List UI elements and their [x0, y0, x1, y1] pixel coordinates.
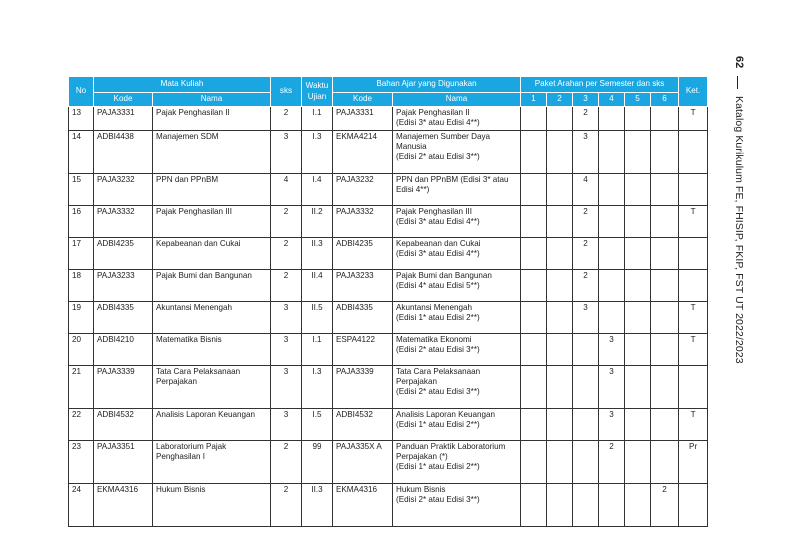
cell-sem-6	[651, 130, 679, 173]
cell-no: 21	[69, 365, 94, 408]
cell-bahan-kode: EKMA4316	[333, 483, 393, 526]
cell-sks: 3	[271, 408, 302, 440]
cell-sem-1	[521, 130, 547, 173]
cell-sem-5	[625, 269, 651, 301]
bahan-title: Akuntansi Menengah	[396, 302, 473, 312]
cell-bahan-nama	[393, 205, 521, 237]
header-bahan-nama: Nama	[393, 93, 521, 107]
bahan-title: Hukum Bisnis	[396, 484, 446, 494]
cell-sem-1	[521, 408, 547, 440]
cell-sem-3: 2	[573, 237, 599, 269]
cell-ket	[679, 130, 708, 173]
cell-bahan-kode: ADBI4532	[333, 408, 393, 440]
cell-sem-3: 2	[573, 205, 599, 237]
cell-waktu: I.3	[302, 130, 333, 173]
cell-sem-1	[521, 269, 547, 301]
cell-sks: 2	[271, 269, 302, 301]
bahan-title: Kepabeanan dan Cukai	[396, 238, 481, 248]
cell-sem-6	[651, 173, 679, 205]
table-row	[69, 107, 708, 131]
header-semester-3: 3	[573, 93, 599, 107]
cell-kode: PAJA3232	[94, 173, 153, 205]
cell-ket	[679, 365, 708, 408]
cell-bahan-kode: PAJA335X A	[333, 440, 393, 483]
cell-sks: 2	[271, 205, 302, 237]
cell-sem-5	[625, 301, 651, 333]
cell-bahan-nama	[393, 365, 521, 408]
cell-sem-3: 4	[573, 173, 599, 205]
header-semester-2: 2	[547, 93, 573, 107]
bahan-title: Pajak Penghasilan III	[396, 206, 473, 216]
header-bahan-kode: Kode	[333, 93, 393, 107]
cell-no: 19	[69, 301, 94, 333]
table-row	[69, 237, 708, 269]
cell-nama: Pajak Bumi dan Bangunan	[153, 269, 271, 301]
header-ket: Ket.	[679, 77, 708, 107]
cell-sem-3	[573, 333, 599, 365]
cell-sem-5	[625, 205, 651, 237]
cell-sem-2	[547, 301, 573, 333]
cell-sks: 3	[271, 365, 302, 408]
cell-sem-5	[625, 107, 651, 131]
cell-sem-2	[547, 483, 573, 526]
cell-kode: PAJA3331	[94, 107, 153, 131]
cell-kode: EKMA4316	[94, 483, 153, 526]
cell-kode: ADBI4210	[94, 333, 153, 365]
cell-nama: Laboratorium Pajak Penghasilan I	[153, 440, 271, 483]
cell-sem-3: 3	[573, 301, 599, 333]
bahan-edisi: (Edisi 1* atau Edisi 2**)	[396, 313, 480, 323]
table-row	[69, 205, 708, 237]
cell-sem-1	[521, 440, 547, 483]
cell-sem-6	[651, 408, 679, 440]
cell-bahan-nama	[393, 301, 521, 333]
cell-waktu: I.5	[302, 408, 333, 440]
cell-bahan-kode: ADBI4235	[333, 237, 393, 269]
cell-sem-3	[573, 365, 599, 408]
cell-waktu: I.4	[302, 173, 333, 205]
cell-bahan-nama	[393, 440, 521, 483]
bahan-edisi: (Edisi 2* atau Edisi 3**)	[396, 152, 480, 162]
cell-nama: Hukum Bisnis	[153, 483, 271, 526]
cell-sem-4	[599, 301, 625, 333]
header-paket-arahan: Paket Arahan per Semester dan sks	[521, 77, 679, 93]
cell-waktu: I.1	[302, 333, 333, 365]
cell-sem-6	[651, 107, 679, 131]
cell-sem-3	[573, 408, 599, 440]
cell-sem-6	[651, 237, 679, 269]
cell-no: 24	[69, 483, 94, 526]
header-semester-4: 4	[599, 93, 625, 107]
table-row	[69, 483, 708, 526]
cell-sem-5	[625, 440, 651, 483]
cell-bahan-kode: PAJA3233	[333, 269, 393, 301]
cell-sks: 3	[271, 301, 302, 333]
bahan-edisi: (Edisi 2* atau Edisi 3**)	[396, 345, 480, 355]
cell-sem-4: 2	[599, 440, 625, 483]
cell-ket: T	[679, 333, 708, 365]
bahan-edisi: (Edisi 4* atau Edisi 5**)	[396, 281, 480, 291]
cell-ket: T	[679, 301, 708, 333]
cell-waktu: I.1	[302, 107, 333, 131]
header-waktu-ujian: Waktu Ujian	[302, 77, 333, 107]
cell-sem-6	[651, 365, 679, 408]
bahan-title: Analisis Laporan Keuangan	[396, 409, 495, 419]
cell-sem-6	[651, 269, 679, 301]
cell-waktu: 99	[302, 440, 333, 483]
cell-sem-3: 2	[573, 107, 599, 131]
cell-sem-4	[599, 483, 625, 526]
cell-bahan-kode: PAJA3232	[333, 173, 393, 205]
cell-ket: Pr	[679, 440, 708, 483]
cell-bahan-kode: ESPA4122	[333, 333, 393, 365]
cell-sem-5	[625, 408, 651, 440]
cell-sem-6	[651, 440, 679, 483]
table-row	[69, 333, 708, 365]
cell-bahan-kode: PAJA3339	[333, 365, 393, 408]
cell-sem-6	[651, 301, 679, 333]
cell-bahan-nama	[393, 130, 521, 173]
cell-no: 23	[69, 440, 94, 483]
cell-nama: Tata Cara Pelaksanaan Perpajakan	[153, 365, 271, 408]
cell-sem-2	[547, 269, 573, 301]
cell-sem-2	[547, 333, 573, 365]
cell-nama: Manajemen SDM	[153, 130, 271, 173]
cell-ket	[679, 173, 708, 205]
cell-sem-3: 2	[573, 269, 599, 301]
bahan-title: PPN dan PPnBM (Edisi 3* atau Edisi 4**)	[396, 174, 509, 195]
cell-no: 18	[69, 269, 94, 301]
cell-waktu: II.3	[302, 237, 333, 269]
header-semester-6: 6	[651, 93, 679, 107]
cell-sem-5	[625, 173, 651, 205]
cell-sem-6	[651, 333, 679, 365]
header-nama: Nama	[153, 93, 271, 107]
cell-no: 15	[69, 173, 94, 205]
cell-sks: 2	[271, 483, 302, 526]
table-row	[69, 173, 708, 205]
cell-sem-4	[599, 205, 625, 237]
course-catalog-table	[68, 76, 708, 527]
cell-sem-4	[599, 269, 625, 301]
cell-bahan-nama	[393, 483, 521, 526]
cell-sks: 4	[271, 173, 302, 205]
cell-sem-2	[547, 237, 573, 269]
bahan-edisi: (Edisi 1* atau Edisi 2**)	[396, 420, 480, 430]
cell-sem-1	[521, 237, 547, 269]
cell-no: 16	[69, 205, 94, 237]
header-semester-1: 1	[521, 93, 547, 107]
cell-sem-4	[599, 173, 625, 205]
bahan-edisi: (Edisi 3* atau Edisi 4**)	[396, 249, 480, 259]
cell-bahan-nama	[393, 107, 521, 131]
cell-bahan-nama	[393, 173, 521, 205]
cell-sem-2	[547, 130, 573, 173]
cell-ket	[679, 483, 708, 526]
cell-bahan-kode: EKMA4214	[333, 130, 393, 173]
table-row	[69, 269, 708, 301]
cell-sem-2	[547, 173, 573, 205]
cell-sem-1	[521, 107, 547, 131]
cell-sks: 2	[271, 237, 302, 269]
bahan-edisi: (Edisi 3* atau Edisi 4**)	[396, 217, 480, 227]
table-row	[69, 408, 708, 440]
cell-kode: PAJA3332	[94, 205, 153, 237]
cell-sem-4: 3	[599, 365, 625, 408]
cell-kode: PAJA3339	[94, 365, 153, 408]
cell-sem-1	[521, 301, 547, 333]
cell-ket: T	[679, 107, 708, 131]
bahan-edisi: (Edisi 2* atau Edisi 3**)	[396, 387, 480, 397]
bahan-title: Panduan Praktik Laboratorium Perpajakan (*)	[396, 441, 506, 462]
cell-sem-6: 2	[651, 483, 679, 526]
side-divider	[737, 76, 738, 89]
cell-waktu: II.4	[302, 269, 333, 301]
cell-sem-1	[521, 483, 547, 526]
bahan-title: Pajak Penghasilan II	[396, 108, 470, 117]
cell-no: 17	[69, 237, 94, 269]
bahan-edisi: (Edisi 1* atau Edisi 2**)	[396, 462, 480, 472]
cell-sem-1	[521, 205, 547, 237]
cell-sem-2	[547, 440, 573, 483]
cell-sem-2	[547, 205, 573, 237]
cell-waktu: I.3	[302, 365, 333, 408]
cell-no: 14	[69, 130, 94, 173]
cell-bahan-nama	[393, 408, 521, 440]
bahan-title: Tata Cara Pelaksanaan Perpajakan	[396, 366, 481, 387]
cell-sem-4	[599, 130, 625, 173]
header-no: No	[69, 77, 94, 107]
cell-bahan-kode: ADBI4335	[333, 301, 393, 333]
header-sks: sks	[271, 77, 302, 107]
header-row-sub	[69, 93, 708, 107]
cell-nama: Akuntansi Menengah	[153, 301, 271, 333]
header-kode: Kode	[94, 93, 153, 107]
cell-sks: 2	[271, 440, 302, 483]
cell-bahan-nama	[393, 333, 521, 365]
cell-nama: Pajak Penghasilan II	[153, 107, 271, 131]
cell-sem-4: 3	[599, 333, 625, 365]
cell-bahan-nama	[393, 237, 521, 269]
cell-kode: PAJA3351	[94, 440, 153, 483]
cell-sem-2	[547, 107, 573, 131]
cell-nama: Matematika Bisnis	[153, 333, 271, 365]
cell-sem-4	[599, 107, 625, 131]
table-row	[69, 440, 708, 483]
cell-nama: Analisis Laporan Keuangan	[153, 408, 271, 440]
bahan-title: Matematika Ekonomi	[396, 334, 472, 344]
cell-sem-3: 3	[573, 130, 599, 173]
bahan-title: Manajemen Sumber Daya Manusia	[396, 131, 491, 152]
cell-ket	[679, 269, 708, 301]
bahan-title: Pajak Bumi dan Bangunan	[396, 270, 492, 280]
cell-sem-5	[625, 483, 651, 526]
cell-nama: PPN dan PPnBM	[153, 173, 271, 205]
cell-waktu: II.5	[302, 301, 333, 333]
table-row	[69, 365, 708, 408]
cell-bahan-kode: PAJA3331	[333, 107, 393, 131]
cell-waktu: II.2	[302, 205, 333, 237]
cell-sem-5	[625, 365, 651, 408]
cell-sem-2	[547, 408, 573, 440]
cell-no: 13	[69, 107, 94, 131]
cell-waktu: II.3	[302, 483, 333, 526]
bahan-edisi: (Edisi 3* atau Edisi 4**)	[396, 118, 480, 128]
cell-sem-5	[625, 333, 651, 365]
cell-ket: T	[679, 205, 708, 237]
cell-nama: Pajak Penghasilan III	[153, 205, 271, 237]
table-row	[69, 130, 708, 173]
header-mata-kuliah: Mata Kuliah	[94, 77, 271, 93]
cell-bahan-nama	[393, 269, 521, 301]
cell-sem-1	[521, 173, 547, 205]
cell-sks: 3	[271, 333, 302, 365]
cell-no: 20	[69, 333, 94, 365]
cell-sks: 3	[271, 130, 302, 173]
cell-no: 22	[69, 408, 94, 440]
header-row-main	[69, 77, 708, 93]
cell-kode: ADBI4235	[94, 237, 153, 269]
cell-ket	[679, 237, 708, 269]
page-number: 62	[733, 56, 745, 69]
cell-sem-1	[521, 333, 547, 365]
header-bahan-ajar: Bahan Ajar yang Digunakan	[333, 77, 521, 93]
cell-bahan-kode: PAJA3332	[333, 205, 393, 237]
cell-sem-1	[521, 365, 547, 408]
bahan-edisi: (Edisi 2* atau Edisi 3**)	[396, 495, 480, 505]
cell-kode: ADBI4335	[94, 301, 153, 333]
cell-sem-6	[651, 205, 679, 237]
cell-sem-3	[573, 483, 599, 526]
cell-kode: PAJA3233	[94, 269, 153, 301]
cell-sem-4	[599, 237, 625, 269]
cell-sem-4: 3	[599, 408, 625, 440]
running-title: Katalog Kurikulum FE, FHISIP, FKIP, FST UT 2022/2023	[733, 96, 745, 364]
cell-sem-5	[625, 130, 651, 173]
cell-nama: Kepabeanan dan Cukai	[153, 237, 271, 269]
header-semester-5: 5	[625, 93, 651, 107]
cell-kode: ADBI4438	[94, 130, 153, 173]
cell-ket: T	[679, 408, 708, 440]
cell-sks: 2	[271, 107, 302, 131]
cell-kode: ADBI4532	[94, 408, 153, 440]
table-row	[69, 301, 708, 333]
cell-sem-3	[573, 440, 599, 483]
cell-sem-5	[625, 237, 651, 269]
cell-sem-2	[547, 365, 573, 408]
